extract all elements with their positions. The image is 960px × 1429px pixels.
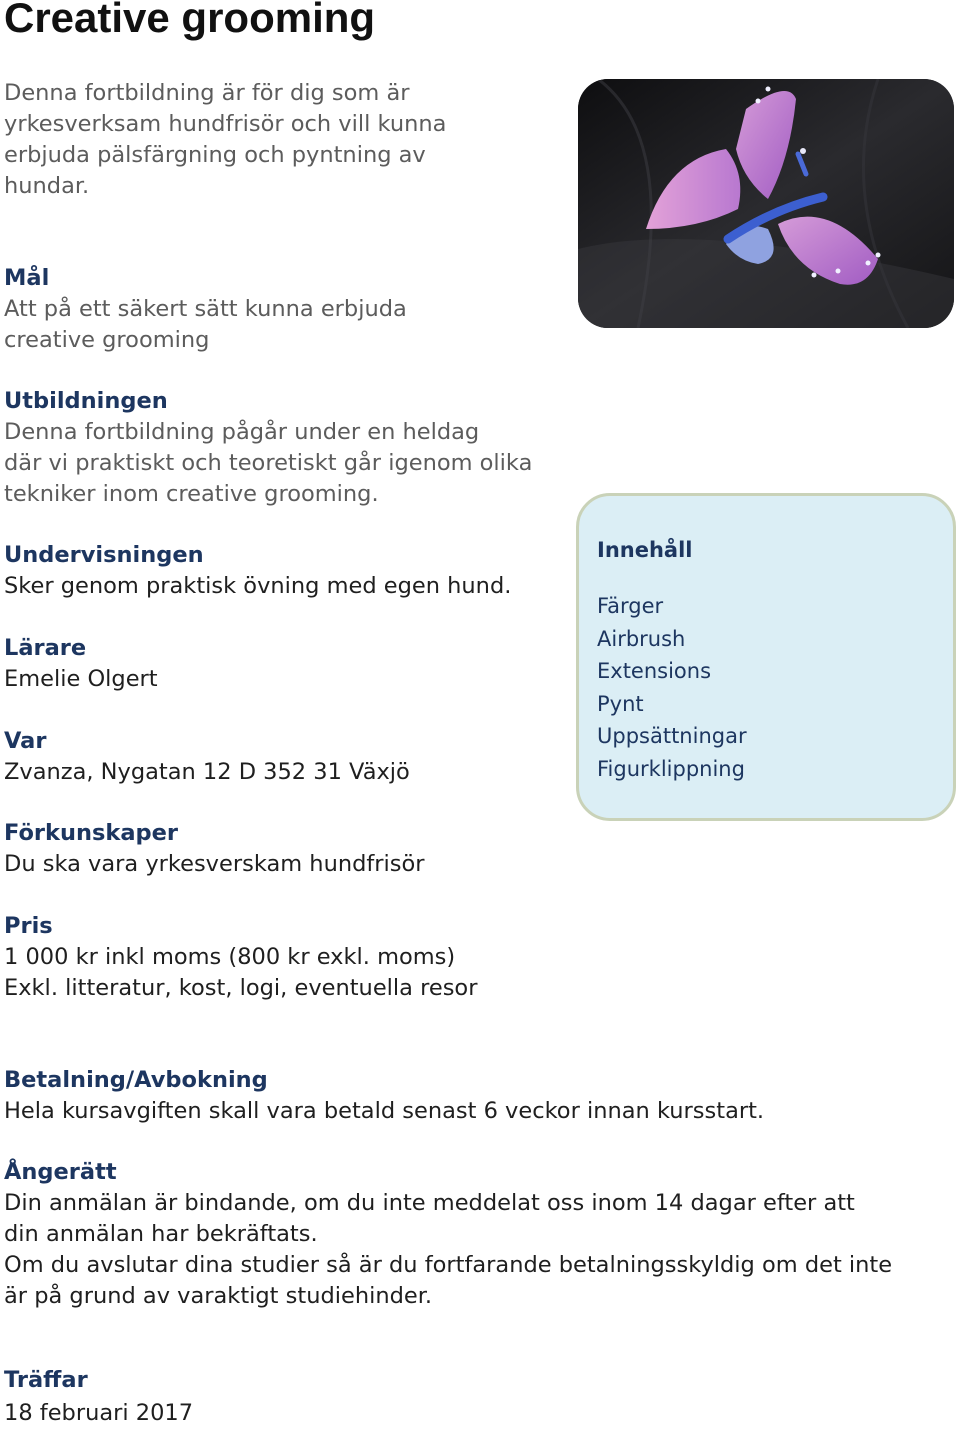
heading-angeratt: Ångerätt — [4, 1159, 117, 1185]
intro-text: Denna fortbildning är för dig som är yrkesverksam hundfrisör och vill kunna erbjuda pälsfärgning och pyntning av hundar. — [4, 80, 447, 199]
text-var: Zvanza, Nygatan 12 D 352 31 Växjö — [4, 759, 410, 785]
butterfly-fur-photo — [578, 79, 954, 328]
heading-betalning: Betalning/Avbokning — [4, 1067, 268, 1093]
heading-utbildningen: Utbildningen — [4, 388, 168, 414]
heading-undervisningen: Undervisningen — [4, 542, 204, 568]
contents-list — [597, 590, 747, 786]
contents-box — [576, 493, 956, 821]
page-title: Creative grooming — [4, 0, 376, 41]
text-betalning: Hela kursavgiften skall vara betald senast 6 veckor innan kursstart. — [4, 1098, 765, 1124]
contents-item: Pynt — [597, 691, 644, 716]
text-mal: Att på ett säkert sätt kunna erbjuda creative grooming — [4, 296, 407, 353]
text-utbildningen: Denna fortbildning pågår under en heldag där vi praktiskt och teoretiskt går igenom olika tekniker inom creative grooming. — [4, 419, 533, 507]
heading-forkunskaper: Förkunskaper — [4, 820, 179, 846]
text-larare: Emelie Olgert — [4, 666, 158, 692]
heading-larare: Lärare — [4, 635, 87, 661]
text-undervisningen: Sker genom praktisk övning med egen hund. — [4, 573, 512, 599]
contents-box-heading: Innehåll — [597, 538, 693, 562]
text-traffar: 18 februari 2017 — [4, 1400, 194, 1426]
text-angeratt: Din anmälan är bindande, om du inte meddelat oss inom 14 dagar efter att din anmälan har bekräftats. Om du avslutar dina studier så är du fortfarande betalningsskyldig om det inte är på grund av varaktigt studiehinder. — [4, 1190, 893, 1309]
contents-item: Figurklippning — [597, 756, 745, 781]
heading-traffar: Träffar — [4, 1367, 88, 1393]
contents-item: Färger — [597, 594, 664, 618]
heading-pris: Pris — [4, 913, 53, 939]
contents-item: Extensions — [597, 659, 712, 684]
text-forkunskaper: Du ska vara yrkesverskam hundfrisör — [4, 851, 425, 877]
contents-item: Airbrush — [597, 626, 686, 651]
text-pris: 1 000 kr inkl moms (800 kr exkl. moms) Exkl. litteratur, kost, logi, eventuella resor — [4, 944, 478, 1001]
heading-var: Var — [4, 728, 47, 754]
contents-item: Uppsättningar — [597, 724, 747, 749]
heading-mal: Mål — [4, 265, 50, 291]
